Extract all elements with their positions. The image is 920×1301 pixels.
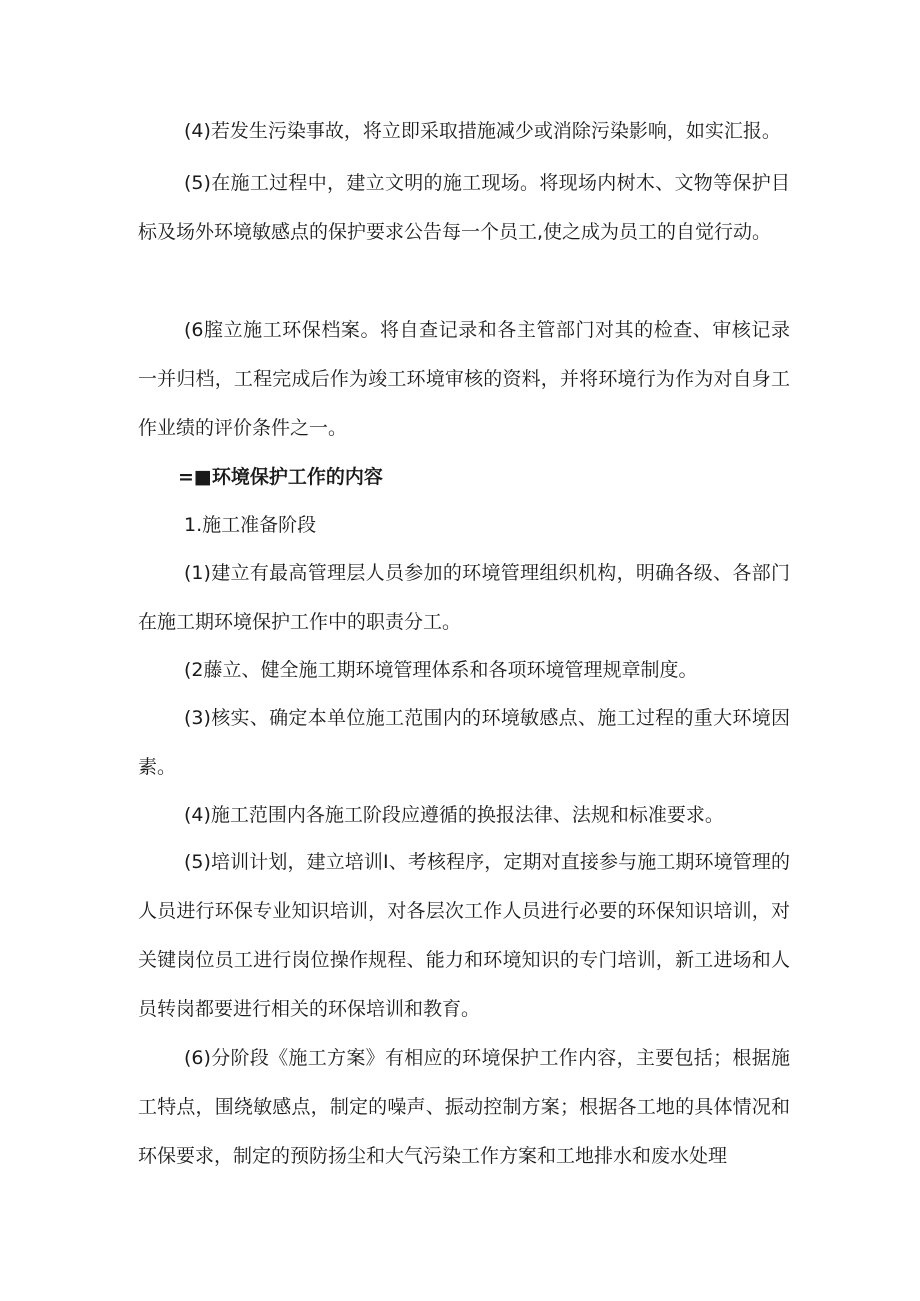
paragraph-5-training: (5)培训计划，建立培训Ⅰ、考核程序，定期对直接参与施工期环境管理的人员进行环保专业知识培训，对各层次工作人员进行必要的环保知识培训，对关键岗位员工进行岗位操作规程、能力和环境知识的专门培训，新工进场和人员转岗都要进行相关的环保培训和教育。 (138, 851, 790, 1020)
paragraph-4-pollution-accident: (4)若发生污染事故，将立即采取措施减少或消除污染影响，如实汇报。 (184, 120, 781, 142)
section-heading: =■环境保护工作的内容 (178, 466, 383, 488)
subsection-title: 1.施工准备阶段 (184, 514, 317, 536)
paragraph-6-environmental-archive: (6腟立施工环保档案。将自查记录和各主管部门对其的检查、审核记录一并归档，工程完成后作为竣工环境审核的资料，并将环境行为作为对自身工作业绩的评价条件之一。 (138, 319, 790, 439)
paragraph-4-laws: (4)施工范围内各施工阶段应遵循的换报法律、法规和标准要求。 (184, 804, 724, 826)
paragraph-1-organization: (1)建立有最高管理层人员参加的环境管理组织机构，明确各级、各部门在施工期环境保护工作中的职责分工。 (138, 562, 790, 633)
paragraph-5-civilized-site: (5)在施工过程中，建立文明的施工现场。将现场内树木、文物等保护目标及场外环境敏感点的保护要求公告每一个员工,使之成为员工的自觉行动。 (138, 172, 790, 243)
paragraph-2-management-system: (2藤立、健全施工期环境管理体系和各项环境管理规章制度。 (184, 659, 698, 681)
paragraph-3-sensitive-points: (3)核实、确定本单位施工范围内的环境敏感点、施工过程的重大环境因素。 (138, 707, 790, 778)
paragraph-6-construction-plan: (6)分阶段《施工方案》有相应的环境保护工作内容，主要包括；根据施工特点，围绕敏感点，制定的噪声、振动控制方案；根据各工地的具体情况和环保要求，制定的预防扬尘和大气污染工作方案和工地排水和废水处理 (138, 1047, 790, 1167)
